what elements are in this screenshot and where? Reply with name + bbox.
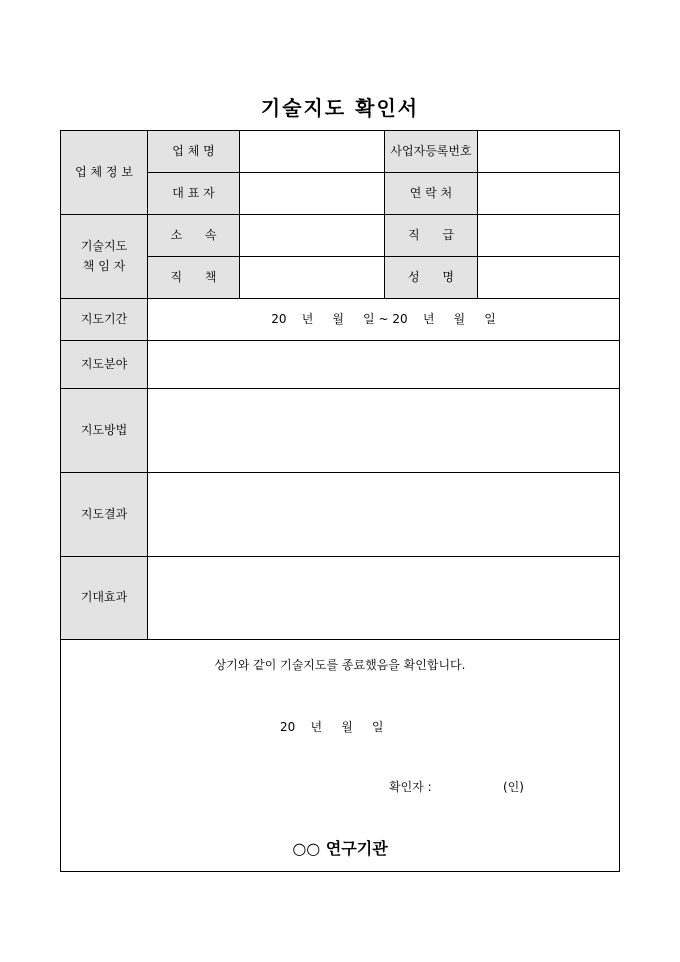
footer-date-line[interactable]: 20 년 월 일 bbox=[280, 720, 384, 734]
instructor-section-label: 기술지도 책 임 자 bbox=[61, 215, 148, 299]
field-label: 지도분야 bbox=[61, 341, 148, 389]
effect-label: 기대효과 bbox=[61, 557, 148, 640]
rank-label: 직 급 bbox=[385, 215, 478, 257]
method-label: 지도방법 bbox=[61, 389, 148, 473]
position-field[interactable] bbox=[240, 257, 385, 299]
affiliation-field[interactable] bbox=[240, 215, 385, 257]
confirmation-footer bbox=[61, 640, 619, 871]
period-field[interactable]: 20 년 월 일 ~ 20 년 월 일 bbox=[148, 299, 619, 341]
position-label: 직 책 bbox=[148, 257, 240, 299]
company-name-label: 업 체 명 bbox=[148, 131, 240, 173]
period-label: 지도기간 bbox=[61, 299, 148, 341]
effect-field[interactable] bbox=[148, 557, 619, 640]
contact-label: 연 락 처 bbox=[385, 173, 478, 215]
name-field[interactable] bbox=[478, 257, 619, 299]
organization-name: ○○ 연구기관 bbox=[292, 839, 388, 858]
document-title: 기술지도 확인서 bbox=[260, 96, 420, 120]
seal-label: (인) bbox=[503, 780, 524, 794]
method-field[interactable] bbox=[148, 389, 619, 473]
confirmation-form-table bbox=[60, 130, 620, 872]
field-field[interactable] bbox=[148, 341, 619, 389]
company-info-section-label: 업 체 정 보 bbox=[61, 131, 148, 215]
result-field[interactable] bbox=[148, 473, 619, 557]
business-registration-field[interactable] bbox=[478, 131, 619, 173]
business-registration-label: 사업자등록번호 bbox=[385, 131, 478, 173]
confirmation-statement: 상기와 같이 기술지도를 종료했음을 확인합니다. bbox=[214, 658, 466, 672]
result-label: 지도결과 bbox=[61, 473, 148, 557]
confirmer-label: 확인자 : bbox=[389, 780, 432, 794]
affiliation-label: 소 속 bbox=[148, 215, 240, 257]
representative-label: 대 표 자 bbox=[148, 173, 240, 215]
representative-field[interactable] bbox=[240, 173, 385, 215]
name-label: 성 명 bbox=[385, 257, 478, 299]
rank-field[interactable] bbox=[478, 215, 619, 257]
contact-field[interactable] bbox=[478, 173, 619, 215]
company-name-field[interactable] bbox=[240, 131, 385, 173]
